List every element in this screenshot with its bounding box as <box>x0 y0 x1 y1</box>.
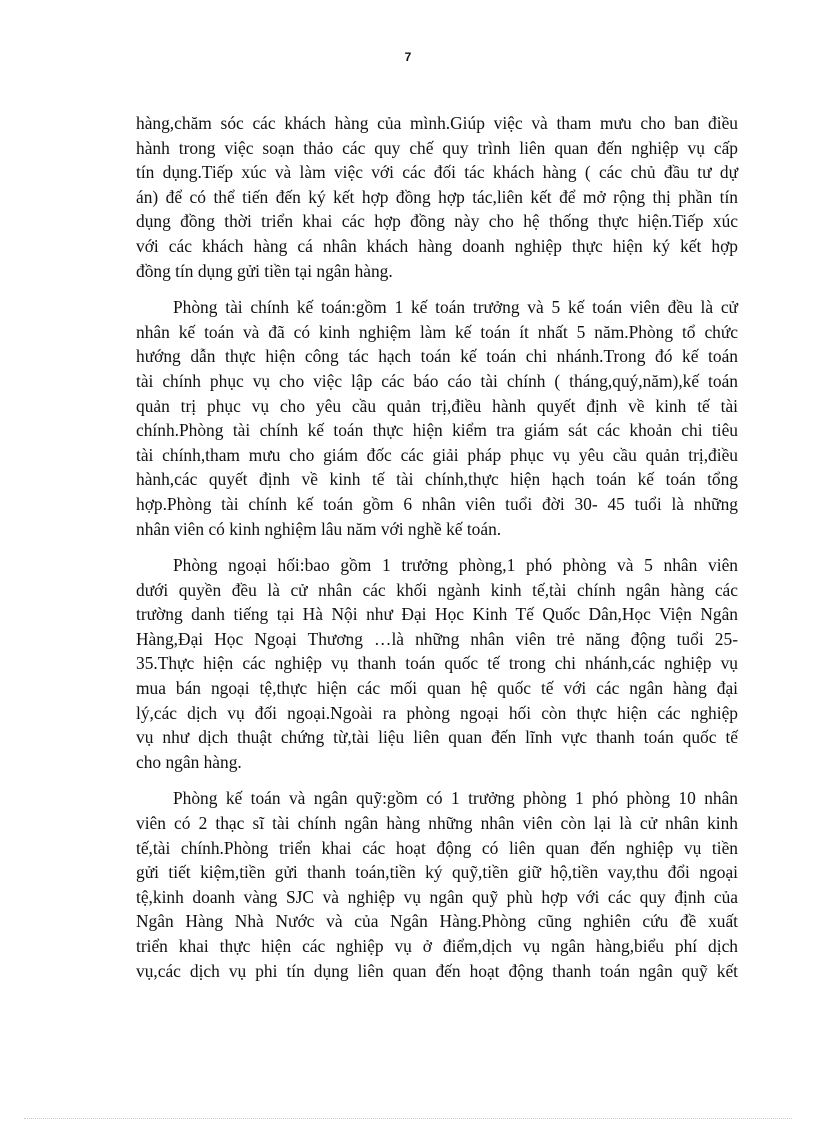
text-line: Phòng tài chính kế toán:gồm 1 kế toán trưởng và 5 kế toán viên đều là cử <box>173 297 738 318</box>
text-line: với các khách hàng cá nhân khách hàng doanh nghiệp thực hiện ký kết hợp <box>136 235 738 256</box>
text-line: hướng dẫn thực hiện công tác hạch toán kế toán chi nhánh.Trong đó kế toán <box>136 346 738 367</box>
text-line: dụng đồng thời triển khai các hợp đồng này cho hệ thống thực hiện.Tiếp xúc <box>136 211 738 232</box>
text-line: nhân kế toán và đã có kinh nghiệm làm kế toán ít nhất 5 năm.Phòng tổ chức <box>136 321 738 342</box>
text-line: viên có 2 thạc sĩ tài chính ngân hàng những nhân viên còn lại là cử nhân kinh <box>136 813 738 834</box>
text-line: cho ngân hàng. <box>136 751 242 772</box>
text-line: 35.Thực hiện các nghiệp vụ thanh toán quốc tế trong chi nhánh,các nghiệp vụ <box>136 653 738 674</box>
text-line: Hàng,Đại Học Ngoại Thương …là những nhân viên trẻ năng động tuổi 25- <box>136 628 738 649</box>
text-line: tế,tài chính.Phòng triển khai các hoạt động có liên quan đến nghiệp vụ tiền <box>136 837 738 858</box>
text-line: tài chính phục vụ cho việc lập các báo cáo tài chính ( tháng,quý,năm),kế toán <box>136 370 738 391</box>
text-line: hàng,chăm sóc các khách hàng của mình.Giúp việc và tham mưu cho ban điều <box>136 113 738 133</box>
paragraph-credit-dept <box>136 111 738 283</box>
paragraph-foreign-exchange <box>136 553 738 774</box>
text-line: hành trong việc soạn thảo các quy chế quy trình liên quan đến nghiệp vụ cấp <box>136 137 738 158</box>
text-line: Phòng ngoại hối:bao gồm 1 trưởng phòng,1 phó phòng và 5 nhân viên <box>173 555 738 576</box>
paragraph-finance-accounting <box>136 295 738 541</box>
text-line: trường danh tiếng tại Hà Nội như Đại Học Kinh Tế Quốc Dân,Học Viện Ngân <box>136 604 738 625</box>
text-line: quản trị phục vụ cho yêu cầu quản trị,điều hành quyết định về kinh tế tài <box>136 395 738 416</box>
text-line: đồng tín dụng gửi tiền tại ngân hàng. <box>136 260 393 281</box>
text-line: án) để có thể tiến đến ký kết hợp đồng hợp tác,liên kết để mở rộng thị phần tín <box>136 186 738 207</box>
text-line: hành,các quyết định về kinh tế tài chính,thực hiện hạch toán kế toán tổng <box>136 469 738 490</box>
text-line: hợp.Phòng tài chính kế toán gồm 6 nhân viên tuổi đời 30- 45 tuổi là những <box>136 493 738 514</box>
text-line: tệ,kinh doanh vàng SJC và nghiệp vụ ngân quỹ phù hợp với các quy định của <box>136 886 738 907</box>
text-line: vụ như dịch thuật chứng từ,tài liệu liên quan đến lĩnh vực thanh toán quốc tế <box>136 727 738 748</box>
text-line: triển khai thực hiện các nghiệp vụ ở điểm,dịch vụ ngân hàng,biểu phí dịch <box>136 936 738 956</box>
paragraph-accounting-treasury <box>136 786 738 983</box>
text-line: Ngân Hàng Nhà Nước và của Ngân Hàng.Phòng cũng nghiên cứu đề xuất <box>136 911 738 932</box>
page-number: 7 <box>404 50 412 64</box>
text-line: chính.Phòng tài chính kế toán thực hiện kiểm tra giám sát các khoản chi tiêu <box>136 420 738 441</box>
text-line: mua bán ngoại tệ,thực hiện các mối quan hệ quốc tế với các ngân hàng đại <box>136 678 738 699</box>
text-line: gửi tiết kiệm,tiền gửi thanh toán,tiền ký quỹ,tiền giữ hộ,tiền vay,thu đổi ngoại <box>136 862 738 883</box>
text-line: lý,các dịch vụ đối ngoại.Ngoài ra phòng ngoại hối còn thực hiện các nghiệp <box>136 702 738 723</box>
text-line: dưới quyền đều là cử nhân các khối ngành kinh tế,tài chính ngân hàng các <box>136 579 738 600</box>
text-line: vụ,các dịch vụ phi tín dụng liên quan đến hoạt động thanh toán ngân quỹ kết <box>136 960 738 981</box>
text-line: Phòng kế toán và ngân quỹ:gồm có 1 trưởng phòng 1 phó phòng 10 nhân <box>173 788 738 809</box>
document-body <box>136 111 738 995</box>
text-line: tài chính,tham mưu cho giám đốc các giải pháp phục vụ yêu cầu quản trị,điều <box>136 444 738 465</box>
page-bottom-divider <box>24 1118 792 1119</box>
text-line: tín dụng.Tiếp xúc và làm việc với các đối tác khách hàng ( các chủ đầu tư dự <box>136 162 738 183</box>
text-line: nhân viên có kinh nghiệm lâu năm với nghề kế toán. <box>136 518 502 539</box>
